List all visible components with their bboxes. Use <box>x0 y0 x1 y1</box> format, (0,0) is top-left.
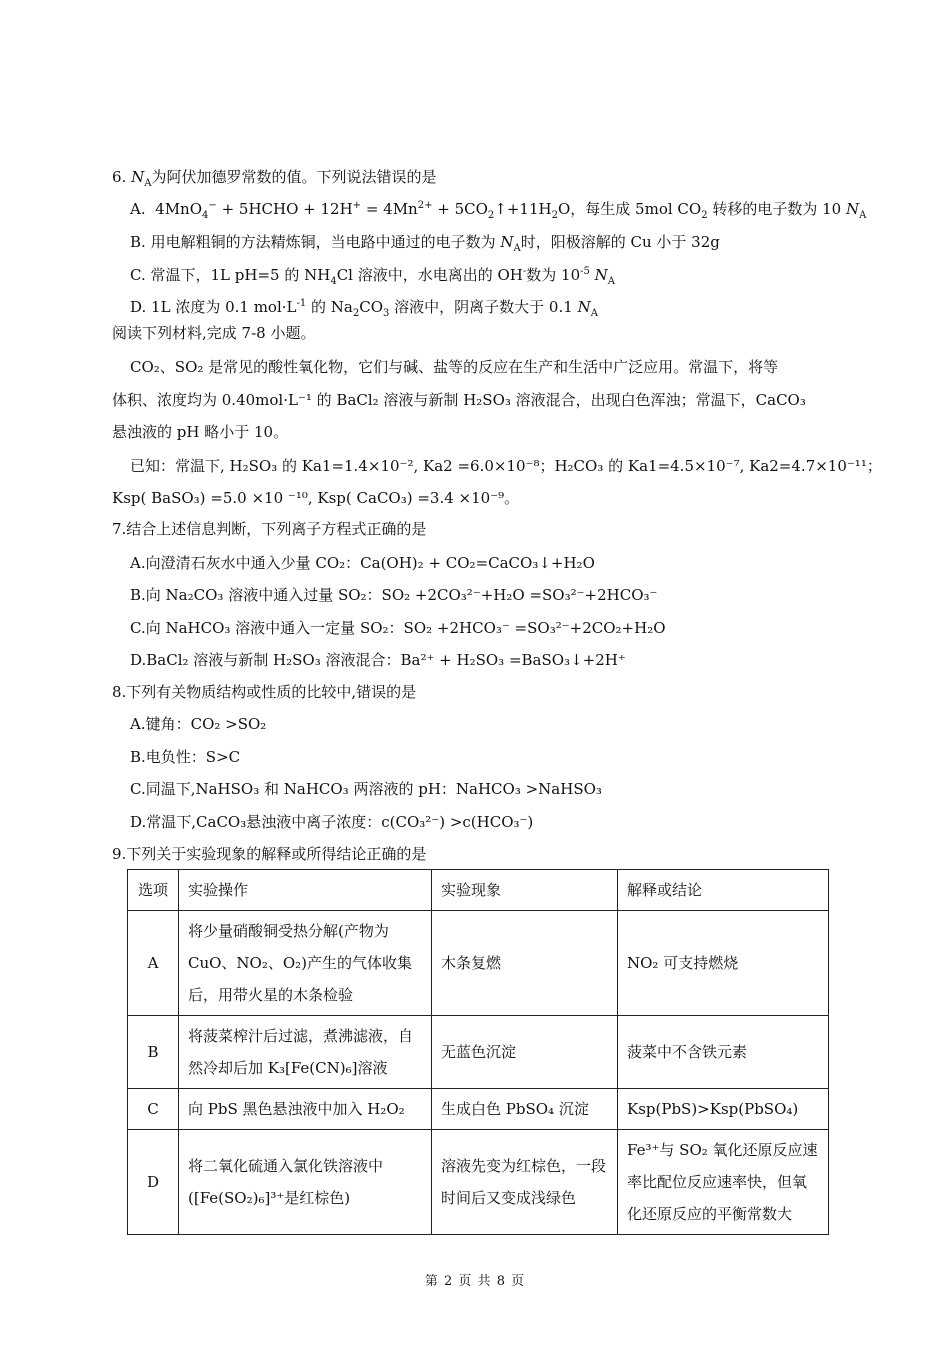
q8-option-b: B.电负性：S>C <box>130 748 241 766</box>
table-header-cell: 实验现象 <box>432 870 618 911</box>
q8-option-a: A.键角：CO₂ >SO₂ <box>130 715 267 733</box>
table-cell-operation: 将二氧化硫通入氯化铁溶液中([Fe(SO₂)₆]³⁺是红棕色) <box>179 1130 432 1235</box>
table-cell-option: D <box>128 1130 179 1235</box>
table-row <box>128 1089 829 1130</box>
table-cell-phenomenon: 木条复燃 <box>432 911 618 1016</box>
q7-option-b: B.向 Na₂CO₃ 溶液中通入过量 SO₂：SO₂ +2CO₃²⁻+H₂O =SO₃²⁻+2HCO₃⁻ <box>130 586 658 604</box>
table-cell-phenomenon: 无蓝色沉淀 <box>432 1016 618 1089</box>
q7-option-d: D.BaCl₂ 溶液与新制 H₂SO₃ 溶液混合：Ba²⁺ + H₂SO₃ =BaSO₃↓+2H⁺ <box>130 651 626 669</box>
table-header-cell: 解释或结论 <box>618 870 829 911</box>
q8-stem: 8.下列有关物质结构或性质的比较中,错误的是 <box>112 683 417 701</box>
table-header-cell: 实验操作 <box>179 870 432 911</box>
table-cell-option: C <box>128 1089 179 1130</box>
page-footer: 第 2 页 共 8 页 <box>424 1274 526 1289</box>
reading-paragraph-line-1: CO₂、SO₂ 是常见的酸性氧化物，它们与碱、盐等的反应在生产和生活中广泛应用。常温下，将等 <box>130 358 779 376</box>
table-cell-conclusion: NO₂ 可支持燃烧 <box>618 911 829 1016</box>
q7-stem: 7.结合上述信息判断，下列离子方程式正确的是 <box>112 520 427 538</box>
table-header-row <box>128 870 829 911</box>
table-cell-operation: 将少量硝酸铜受热分解(产物为CuO、NO₂、O₂)产生的气体收集后，用带火星的木条检验 <box>179 911 432 1016</box>
q6-option-a: A. 4MnO$_4$− + 5HCHO + $12H^+ = 4Mn^{2+}$ + $5CO_2↑+11H_2O$，每生成 5mol $CO_2$ 转移的电子数为 10 $N_A$ <box>130 200 867 221</box>
table-cell-operation: 将菠菜榨汁后过滤，煮沸滤液，自然冷却后加 K₃[Fe(CN)₆]溶液 <box>179 1016 432 1089</box>
reading-constants-line-1: 已知：常温下, H₂SO₃ 的 Ka1=1.4×10⁻², Ka2 =6.0×10⁻⁸；H₂CO₃ 的 Ka1=4.5×10⁻⁷, Ka2=4.7×10⁻¹¹； <box>130 457 882 475</box>
reading-paragraph-line-2: 体积、浓度均为 0.40mol·L⁻¹ 的 BaCl₂ 溶液与新制 H₂SO₃ 溶液混合，出现白色浑浊；常温下，CaCO₃ <box>112 391 806 409</box>
table-row <box>128 1130 829 1235</box>
reading-intro: 阅读下列材料,完成 7-8 小题。 <box>112 324 316 342</box>
q9-stem: 9.下列关于实验现象的解释或所得结论正确的是 <box>112 845 427 863</box>
table-header-cell: 选项 <box>128 870 179 911</box>
q8-option-d: D.常温下,CaCO₃悬浊液中离子浓度：c(CO₃²⁻) >c(HCO₃⁻) <box>130 813 534 831</box>
table-cell-conclusion: Fe³⁺与 SO₂ 氧化还原反应速率比配位反应速率快，但氧化还原反应的平衡常数大 <box>618 1130 829 1235</box>
experiment-table <box>127 869 829 1235</box>
table-cell-operation: 向 PbS 黑色悬浊液中加入 H₂O₂ <box>179 1089 432 1130</box>
reading-constants-line-2: Ksp( BaSO₃) =5.0 ×10 ⁻¹⁰, Ksp( CaCO₃) =3.4 ×10⁻⁹。 <box>112 489 520 507</box>
q6-option-b: B. 用电解粗铜的方法精炼铜，当电路中通过的电子数为 $N_A$时，阳极溶解的 Cu 小于 32g <box>130 233 720 254</box>
reading-paragraph-line-3: 悬浊液的 pH 略小于 10。 <box>112 423 289 441</box>
q6-option-c: C. 常温下，1L pH=5 的 $NH_4Cl$ 溶液中，水电离出的 OH-数为 $10^{-5}$ $N_A$ <box>130 266 616 287</box>
table-cell-option: A <box>128 911 179 1016</box>
q6-stem: 6. $N_A$为阿伏加德罗常数的值。下列说法错误的是 <box>112 168 437 189</box>
q8-option-c: C.同温下,NaHSO₃ 和 NaHCO₃ 两溶液的 pH：NaHCO₃ >NaHSO₃ <box>130 780 602 798</box>
table-cell-conclusion: 菠菜中不含铁元素 <box>618 1016 829 1089</box>
table-cell-option: B <box>128 1016 179 1089</box>
table-cell-phenomenon: 生成白色 PbSO₄ 沉淀 <box>432 1089 618 1130</box>
table-cell-phenomenon: 溶液先变为红棕色，一段时间后又变成浅绿色 <box>432 1130 618 1235</box>
q6-option-d: D. 1L 浓度为 0.1 $mol\cdot L^{-1}$ 的 $Na_2CO_3$ 溶液中，阴离子数大于 0.1 $N_A$ <box>130 298 598 319</box>
q7-option-c: C.向 NaHCO₃ 溶液中通入一定量 SO₂：SO₂ +2HCO₃⁻ =SO₃²⁻+2CO₂+H₂O <box>130 619 666 637</box>
table-row <box>128 911 829 1016</box>
q7-option-a: A.向澄清石灰水中通入少量 CO₂：Ca(OH)₂ + CO₂=CaCO₃↓+H₂O <box>130 554 595 572</box>
table-row <box>128 1016 829 1089</box>
table-cell-conclusion: Ksp(PbS)>Ksp(PbSO₄) <box>618 1089 829 1130</box>
